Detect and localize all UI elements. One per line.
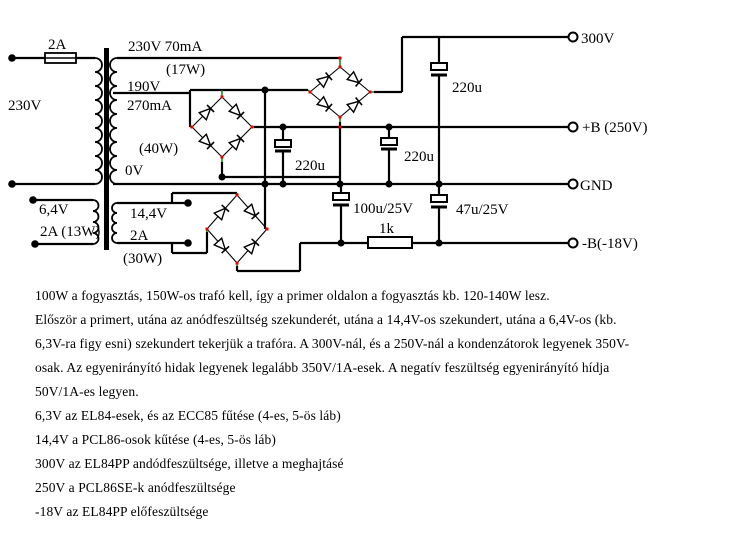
note-line: osak. Az egyenirányító hidak legyenek legalább 350V/1A-esek. A negatív feszültség egyenirányító hídja bbox=[35, 360, 610, 375]
capacitor-47u-25v bbox=[431, 195, 447, 207]
schematic-labels bbox=[8, 31, 648, 267]
note-line: 14,4V a PCL86-osok kűtése (4-es, 5-ös láb) bbox=[35, 432, 276, 447]
capacitor-220u-250v-b bbox=[381, 138, 397, 149]
output-terminals bbox=[569, 33, 578, 248]
terminal-300v-label: 300V bbox=[581, 31, 615, 47]
zero-volt-label: 0V bbox=[125, 163, 144, 179]
capacitor-100u-25v bbox=[333, 193, 349, 205]
note-line: Először a primert, utána az anódfeszültség szekunderét, utána a 14,4V-os szekundert, utána a 6,4V-os (kb. bbox=[35, 312, 617, 327]
hv-power-label: (17W) bbox=[166, 62, 206, 78]
fuse bbox=[45, 53, 76, 63]
bridge-rectifier-300v bbox=[308, 57, 374, 129]
tap-voltage-label: 190V bbox=[127, 79, 161, 95]
terminal-plus-b-label: +B (250V) bbox=[582, 120, 648, 136]
primary-coil bbox=[95, 58, 102, 184]
lv-voltage-label: 14,4V bbox=[130, 206, 168, 222]
note-line: 6,3V az EL84-esek, és az ECC85 fűtése (4-es, 5-ös láb) bbox=[35, 408, 341, 423]
transformer-core bbox=[104, 48, 109, 250]
hv-coil bbox=[110, 58, 117, 184]
cap-250v-a-label: 220u bbox=[295, 158, 325, 174]
pin-marks bbox=[191, 96, 254, 159]
resistor-1k bbox=[368, 237, 412, 248]
winding-dot bbox=[31, 240, 39, 248]
primary-winding bbox=[8, 53, 102, 188]
terminal-plus-b bbox=[569, 123, 578, 132]
cap-100u-label: 100u/25V bbox=[353, 201, 413, 217]
note-line: 250V a PCL86SE-k anódfeszültsége bbox=[35, 480, 236, 495]
pin-marks bbox=[309, 57, 372, 129]
note-line: 6,3V-ra figy esni) szekundert tekerjük a trafóra. A 300V-nál, és a 250V-nál a kondenzátorok legyenek 350V- bbox=[35, 336, 630, 351]
bridge-stubs bbox=[207, 193, 267, 266]
note-line: 100W a fogyasztás, 150W-os trafó kell, így a primer oldalon a fogyasztás kb. 120-140W lesz. bbox=[35, 288, 550, 303]
heater-voltage-label: 6,4V bbox=[39, 202, 69, 218]
primary-voltage-label: 230V bbox=[8, 98, 42, 114]
capacitor-220u-300v bbox=[431, 63, 447, 75]
winding-dot bbox=[29, 196, 37, 204]
terminal-gnd-label: GND bbox=[580, 178, 613, 194]
terminal-minus-b-label: -B(-18V) bbox=[582, 236, 638, 252]
fuse-label: 2A bbox=[48, 37, 67, 53]
tap-current-label: 270mA bbox=[127, 98, 172, 114]
lv-coil bbox=[112, 203, 117, 243]
terminal-gnd bbox=[569, 180, 578, 189]
pin-marks bbox=[206, 194, 269, 265]
bridge-rectifier-bias bbox=[206, 193, 269, 266]
note-line: -18V az EL84PP előfeszültsége bbox=[35, 504, 209, 519]
note-line: 300V az EL84PP andódfeszültsége, illetve a meghajtásé bbox=[35, 456, 344, 471]
cap-300v-label: 220u bbox=[452, 80, 482, 96]
cap-250v-b-label: 220u bbox=[404, 149, 434, 165]
bridge-rectifier-hv bbox=[190, 90, 254, 162]
tap-power-label: (40W) bbox=[139, 141, 179, 157]
heater-rating-label: 2A (13W) bbox=[40, 224, 101, 240]
note-line: 50V/1A-es legyen. bbox=[35, 384, 139, 399]
primary-terminal-dot bbox=[8, 54, 16, 62]
hv-secondary-winding bbox=[110, 58, 117, 184]
notes-block bbox=[35, 284, 725, 524]
lv-power-label: (30W) bbox=[123, 251, 163, 267]
hv-winding-label: 230V 70mA bbox=[128, 39, 203, 55]
bridge-stubs bbox=[190, 90, 254, 162]
capacitor-220u-250v-a bbox=[275, 140, 291, 151]
terminal-300v bbox=[569, 33, 578, 42]
lv-current-label: 2A bbox=[130, 228, 149, 244]
junction-dots bbox=[219, 87, 443, 247]
cap-47u-label: 47u/25V bbox=[456, 202, 509, 218]
resistor-1k-label: 1k bbox=[379, 221, 394, 237]
terminal-minus-b bbox=[569, 239, 578, 248]
primary-terminal-dot bbox=[8, 180, 16, 188]
winding-dot bbox=[184, 239, 192, 247]
winding-dot bbox=[184, 199, 192, 207]
